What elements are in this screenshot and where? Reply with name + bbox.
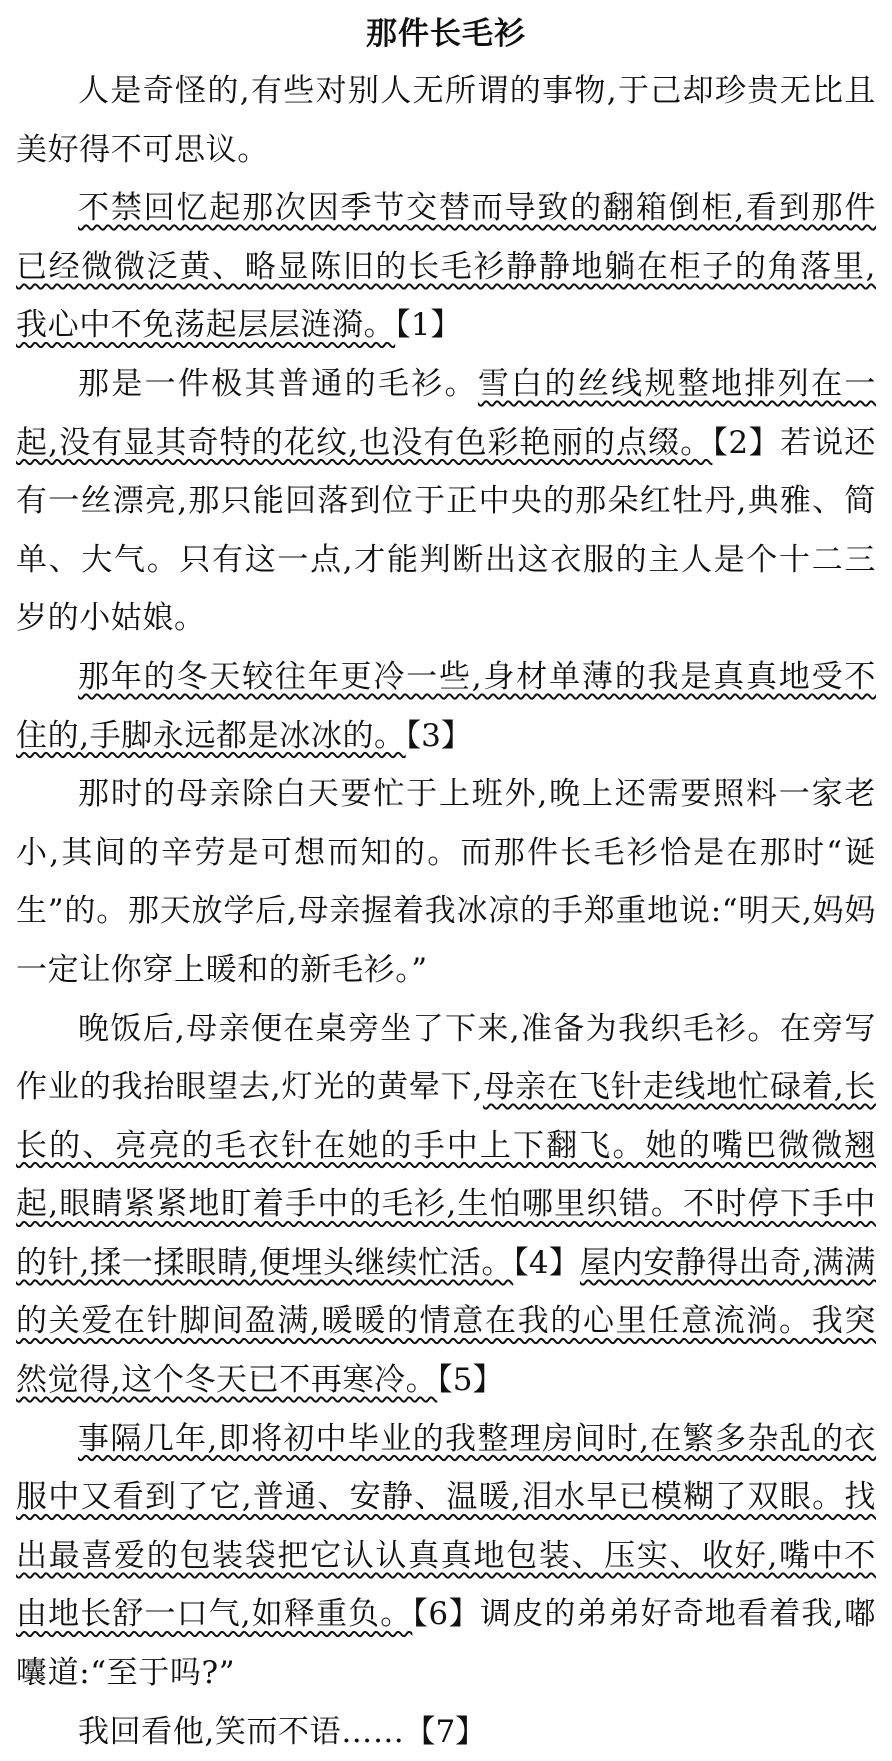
text-run: 那是一件极其普通的毛衫。 (78, 365, 478, 402)
underlined-sentence: 不禁回忆起那次因季节交替而导致的翻箱倒柜,看到那件已经微微泛黄、略显陈旧的长毛衫静静地躺在柜子的角落里,我心中不免荡起层层涟漪。 (16, 190, 876, 344)
annotation-marker: 【6】 (412, 1596, 481, 1633)
text-run: 若说还有一丝漂亮,那只能回落到位于正中央的那朵红牡丹,典雅、简单、大气。只有这一点,才能判断出这衣服的主人是个十二三岁的小姑娘。 (16, 424, 876, 637)
annotation-marker: 【2】 (712, 424, 781, 461)
underlined-sentence: 那年的冬天较往年更冷一些,身材单薄的我是真真地受不住的,手脚永远都是冰冰的。 (16, 658, 876, 754)
article-title: 那件长毛衫 (366, 16, 526, 52)
underlined-sentence: 雪白的丝线规整地排列在一起,没有显其奇特的花纹,也没有色彩艳丽的点缀。 (16, 365, 876, 461)
underlined-sentence: 母亲在飞针走线地忙碌着,长长的、亮亮的毛衣针在她的手中上下翻飞。她的嘴巴微微翘起,眼睛紧紧地盯着手中的毛衫,生怕哪里织错。不时停下手中的针,揉一揉眼睛,便埋头继续忙活。 (16, 1069, 876, 1281)
paragraph (16, 355, 876, 648)
text-run: 晚饭后,母亲便在桌旁坐了下来,准备为我织毛衫。在旁写作业的我抬眼望去,灯光的黄晕下, (16, 1010, 876, 1106)
text-run: 调皮的弟弟好奇地看着我,嘟囔道:“至于吗?” (16, 1596, 877, 1692)
article-body (16, 62, 876, 1761)
paragraph (16, 1703, 876, 1761)
paragraph (16, 1000, 876, 1410)
annotation-marker: 【4】 (513, 1244, 580, 1281)
paragraph (16, 179, 876, 355)
text-run: 那时的母亲除白天要忙于上班外,晚上还需要照料一家老小,其间的辛劳是可想而知的。而那件长毛衫恰是在那时“诞生”的。那天放学后,母亲握着我冰凉的手郑重地说:“明天,妈妈一定让你穿上暖和的新毛衫。” (16, 776, 876, 988)
annotation-marker: 【1】 (395, 307, 462, 344)
annotation-marker: 【7】 (404, 1713, 487, 1750)
underlined-sentence: 事隔几年,即将初中毕业的我整理房间时,在繁多杂乱的衣服中又看到了它,普通、安静、温暖,泪水早已模糊了双眼。找出最喜爱的包装袋把它认认真真地包装、压实、收好,嘴中不由地长舒一口气,如释重负。 (16, 1420, 876, 1633)
paragraph (16, 648, 876, 765)
underlined-sentence: 屋内安静得出奇,满满的关爱在针脚间盈满,暖暖的情意在我的心里任意流淌。我突然觉得,这个冬天已不再寒冷。 (16, 1244, 877, 1399)
annotation-marker: 【3】 (405, 717, 472, 754)
paragraph (16, 62, 876, 179)
text-run: 我回看他,笑而不语…… (78, 1713, 405, 1750)
paragraph (16, 1410, 876, 1703)
annotation-marker: 【5】 (437, 1362, 504, 1399)
text-run: 人是奇怪的,有些对别人无所谓的事物,于己却珍贵无比且美好得不可思议。 (16, 73, 876, 168)
paragraph (16, 765, 876, 999)
